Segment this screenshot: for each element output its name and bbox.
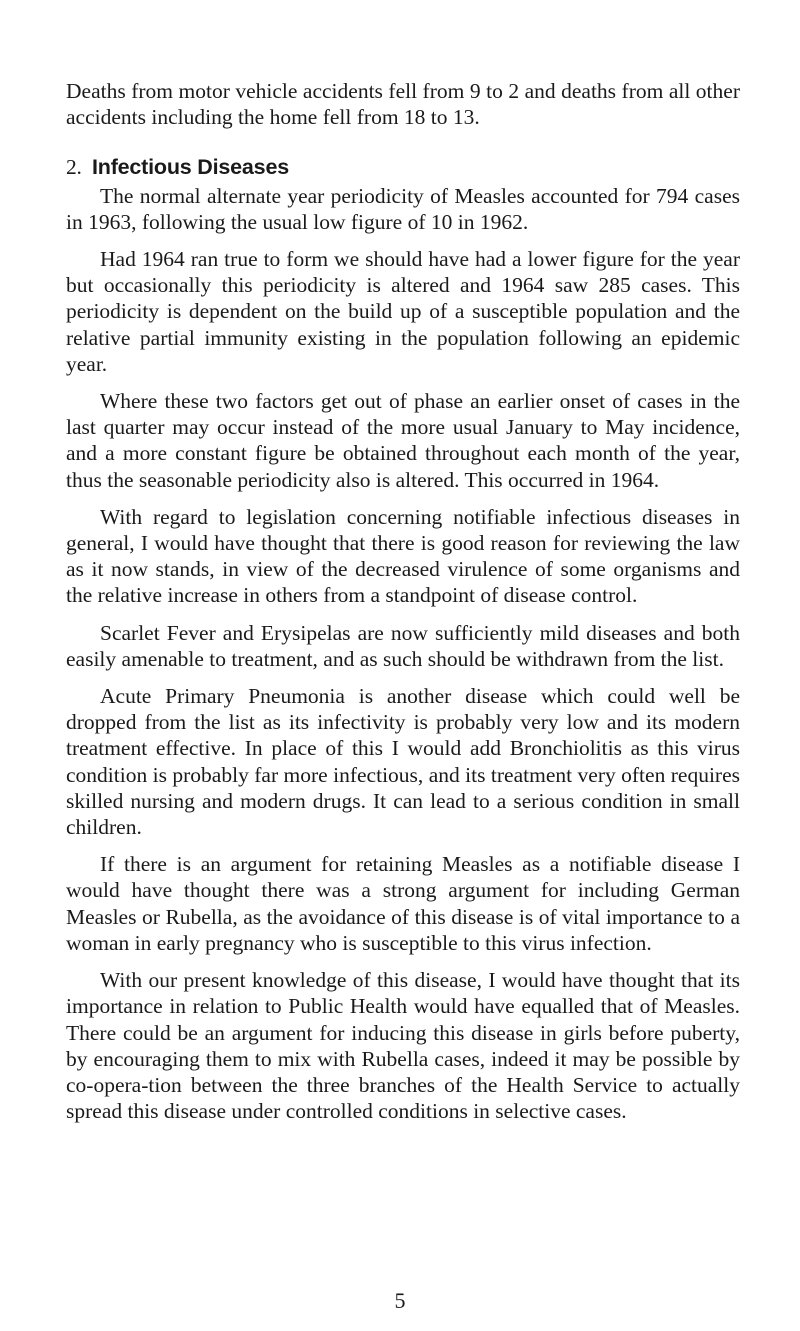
paragraph-scarlet-fever: Scarlet Fever and Erysipelas are now sufficiently mild diseases and both easily amenable to treatment, and as such should be withdrawn from the list. [66, 620, 740, 671]
intro-paragraph: Deaths from motor vehicle accidents fell from 9 to 2 and deaths from all other accidents including the home fell from 18 to 13. [66, 79, 740, 130]
page-number: 5 [394, 1288, 406, 1313]
paragraph-pneumonia: Acute Primary Pneumonia is another disease which could well be dropped from the list as its infectivity is probably very low and its modern treatment effective. In place of this I would add Bronchiolitis as this virus condition is probably far more infectious, and its treatment very often requires skilled nursing and modern drugs. It can lead to a serious condition in small children. [66, 684, 740, 840]
paragraph-legislation: With regard to legislation concerning notifiable infectious diseases in general, I would have thought that there is good reason for reviewing the law as it now stands, in view of the decreased virulence of some organisms and the relative increase in others from a standpoint of disease control. [66, 504, 740, 608]
paragraph-1964-figures: Had 1964 ran true to form we should have had a lower figure for the year but occasionally this periodicity is altered and 1964 saw 285 cases. This periodicity is dependent on the build up of a susceptible population and the relative partial immunity existing in the population following an epidemic year. [66, 247, 740, 376]
document-page [66, 78, 740, 1124]
section-number: 2. [66, 155, 82, 180]
section-heading [66, 154, 740, 180]
paragraph-rubella-argument: If there is an argument for retaining Measles as a notifiable disease I would have thought there was a strong argument for including German Measles or Rubella, as the avoidance of this disease is of vital importance to a woman in early pregnancy who is susceptible to this virus infection. [66, 852, 740, 955]
paragraph-phase-factors: Where these two factors get out of phase an earlier onset of cases in the last quarter may occur instead of the more usual January to May incidence, and a more constant figure be obtained throughout each month of the year, thus the seasonable periodicity also is altered. This occurred in 1964. [66, 389, 740, 492]
paragraph-rubella-public-health: With our present knowledge of this disease, I would have thought that its importance in relation to Public Health would have equalled that of Measles. There could be an argument for inducing this disease in girls before puberty, by encouraging them to mix with Rubella cases, indeed it may be possible by co-opera-tion between the three branches of the Health Service to actually spread this disease under controlled conditions in selective cases. [66, 968, 740, 1124]
section-title: Infectious Diseases [92, 155, 289, 180]
paragraph-measles-periodicity: The normal alternate year periodicity of Measles accounted for 794 cases in 1963, following the usual low figure of 10 in 1962. [66, 183, 740, 234]
